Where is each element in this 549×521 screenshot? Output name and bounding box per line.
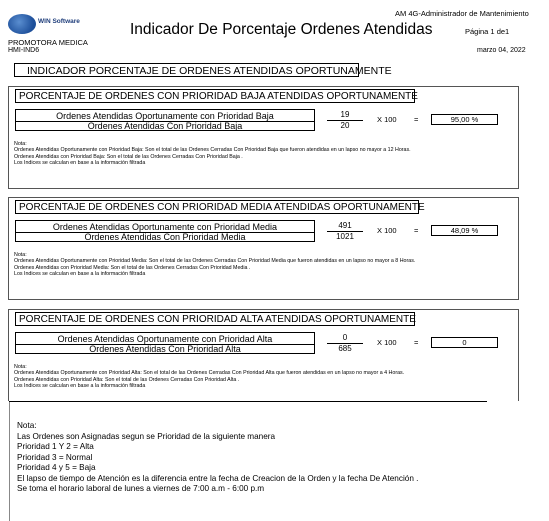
result-value: 95,00 % [431, 114, 498, 125]
numerator-value: 491 [327, 220, 363, 232]
result-value: 48,09 % [431, 225, 498, 236]
note-line: Ordenes Atendidas Oportunamente con Prioridad Alta: Son el total de las Ordenes Cerradas Con Prioridad Alta que fueron atendidas en un lapso no mayor a 4 Horas. [14, 370, 405, 377]
logo-emblem [8, 14, 36, 34]
section-title: PORCENTAJE DE ORDENES CON PRIORIDAD ALTA ATENDIDAS OPORTUNAMENTE [15, 312, 415, 326]
divider [9, 401, 487, 402]
formula-labels [15, 220, 315, 242]
note-line: Los Indices se calculan en base a la información filtrada [14, 271, 146, 278]
note-line: Ordenes Atendidas con Prioridad Baja: Son el total de las Ordenes Cerradas Con Prioridad Baja . [14, 153, 243, 160]
denominator-label: Ordenes Atendidas Con Prioridad Alta [89, 344, 241, 354]
denominator-value: 1021 [336, 232, 354, 241]
note-line: Nota: [17, 421, 37, 430]
note-line: Prioridad 1 Y 2 = Alta [17, 442, 94, 451]
note-line: Las Ordenes son Asignadas segun se Prioridad de la siguiente manera [17, 431, 276, 441]
equals-sign: = [414, 226, 419, 235]
bottom-note-panel [9, 401, 540, 521]
note-line: Prioridad 3 = Normal [17, 452, 93, 462]
denominator-value: 20 [340, 121, 350, 130]
equals-sign: = [414, 338, 419, 347]
logo-text: WIN Software [38, 18, 80, 25]
numerator-label: Ordenes Atendidas Oportunamente con Prioridad Alta [16, 334, 314, 345]
note-line: Ordenes Atendidas con Prioridad Alta: Son el total de las Ordenes Cerradas Con Prioridad Alta . [14, 376, 240, 383]
priority-legend-note [17, 421, 418, 495]
note-line: Los Indices se calculan en base a la información filtrada [14, 160, 146, 167]
formula-labels [15, 109, 315, 131]
equals-sign: = [414, 115, 419, 124]
note-line: Nota: [14, 141, 27, 147]
multiplier-text: X 100 [377, 115, 397, 124]
numerator-label: Ordenes Atendidas Oportunamente con Prioridad Baja [16, 111, 314, 122]
denominator-value: 685 [338, 344, 352, 353]
numerator-label: Ordenes Atendidas Oportunamente con Prioridad Media [16, 222, 314, 233]
section-title: PORCENTAJE DE ORDENES CON PRIORIDAD BAJA ATENDIDAS OPORTUNAMENTE [15, 89, 415, 103]
note-line: Ordenes Atendidas Oportunamente con Prioridad Baja: Son el total de las Ordenes Cerradas Con Prioridad Baja que fueron atendidas en un lapso no mayor a 12 Horas. [14, 147, 411, 154]
formula-labels [15, 332, 315, 354]
denominator-label: Ordenes Atendidas Con Prioridad Baja [87, 121, 243, 131]
section-prioridad-alta [8, 309, 519, 401]
note-line: Ordenes Atendidas con Prioridad Media: Son el total de las Ordenes Cerradas Con Prioridad Media . [14, 264, 251, 271]
application-name: AM 4G-Administrador de Mantenimiento [395, 9, 529, 18]
report-title: Indicador De Porcentaje Ordenes Atendidas [130, 21, 433, 38]
note-line: Los Indices se calculan en base a la información filtrada [14, 383, 146, 390]
company-name: PROMOTORA MEDICA [8, 38, 88, 47]
section-notes [14, 252, 415, 278]
report-code: HMI-IND6 [8, 47, 40, 54]
note-line: Se toma el horario laboral de lunes a viernes de 7:00 a.m - 6:00 p.m [17, 484, 265, 493]
numerator-value: 19 [327, 109, 363, 121]
denominator-label: Ordenes Atendidas Con Prioridad Media [84, 232, 246, 242]
note-line: Nota: [14, 364, 27, 370]
section-notes [14, 364, 404, 390]
multiplier-text: X 100 [377, 338, 397, 347]
section-prioridad-baja [8, 86, 519, 189]
note-line: Nota: [14, 252, 27, 258]
section-notes [14, 141, 411, 167]
page-number: Página 1 de1 [465, 27, 510, 36]
section-title: PORCENTAJE DE ORDENES CON PRIORIDAD MEDIA ATENDIDAS OPORTUNAMENTE [15, 200, 419, 214]
main-indicator-title: INDICADOR PORCENTAJE DE ORDENES ATENDIDAS OPORTUNAMENTE [14, 63, 359, 77]
multiplier-text: X 100 [377, 226, 397, 235]
note-line: El lapso de tiempo de Atención es la diferencia entre la fecha de Creacion de la Orden y la fecha De Atención . [17, 473, 419, 483]
result-value: 0 [431, 337, 498, 348]
report-date: marzo 04, 2022 [477, 47, 526, 54]
numerator-value: 0 [327, 332, 363, 344]
win-software-logo [8, 12, 108, 38]
note-line: Ordenes Atendidas Oportunamente con Prioridad Media: Son el total de las Ordenes Cerradas Con Prioridad Media que fueron atendidas en un lapso no mayor a 8 Horas. [14, 258, 416, 265]
note-line: Prioridad 4 y 5 = Baja [17, 463, 96, 472]
section-prioridad-media [8, 197, 519, 300]
